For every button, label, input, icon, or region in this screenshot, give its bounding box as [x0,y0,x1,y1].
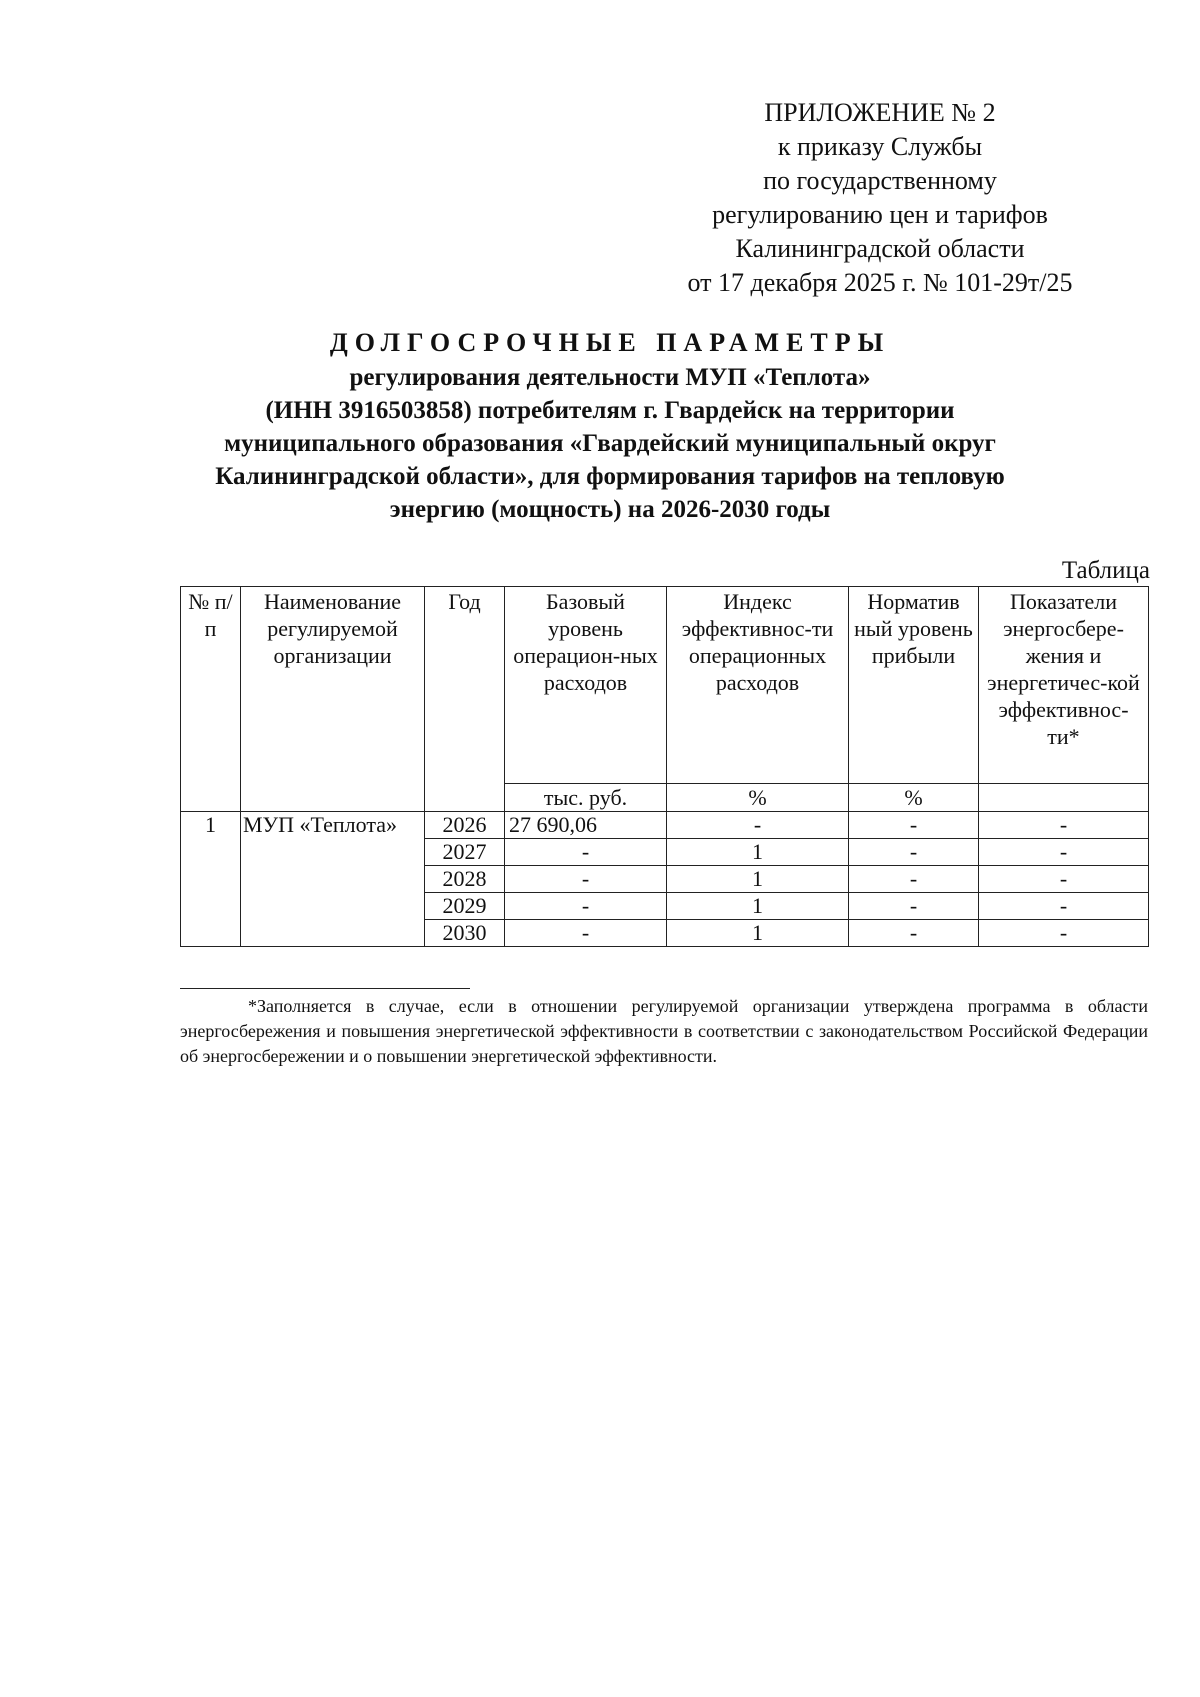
cell-energy: - [979,893,1149,920]
title-main: ДОЛГОСРОЧНЫЕ ПАРАМЕТРЫ [329,328,891,357]
cell-index: - [667,812,849,839]
title-line: муниципального образования «Гвардейский муниципальный округ [224,430,996,457]
cell-index: 1 [667,839,849,866]
appendix-line: к приказу Службы [777,132,983,161]
header-profit: Норматив ный уровень прибыли [849,587,979,784]
appendix-line: от 17 декабря 2025 г. № 101-29т/25 [687,268,1073,297]
cell-base: - [505,893,667,920]
unit-base: тыс. руб. [505,784,667,812]
header-base: Базовый уровень операцион-ных расходов [505,587,667,784]
appendix-line: регулированию цен и тарифов [712,200,1048,229]
appendix-line: ПРИЛОЖЕНИЕ № 2 [764,98,996,127]
header-index: Индекс эффективнос-ти операционных расходов [667,587,849,784]
cell-base: 27 690,06 [505,812,667,839]
footnote-divider [180,988,470,989]
header-org: Наименование регулируемой организации [241,587,425,812]
table-caption: Таблица [1061,557,1150,584]
cell-base: - [505,920,667,947]
cell-year: 2030 [425,920,505,947]
header-num: № п/п [181,587,241,812]
org-name: МУП «Теплота» [241,812,425,947]
cell-index: 1 [667,866,849,893]
cell-energy: - [979,812,1149,839]
title-line: энергию (мощность) на 2026-2030 годы [389,496,831,523]
appendix-line: по государственному [763,166,997,195]
parameters-table [180,586,1149,947]
cell-energy: - [979,920,1149,947]
title-line: Калининградской области», для формирования тарифов на тепловую [215,463,1005,490]
row-number: 1 [181,812,241,947]
header-year: Год [425,587,505,812]
title-line: регулирования деятельности МУП «Теплота» [349,364,871,391]
appendix-line: Калининградской области [735,234,1025,263]
unit-profit: % [849,784,979,812]
table-row [181,812,1149,839]
document-title [140,326,1080,526]
cell-year: 2029 [425,893,505,920]
header-row [181,587,1149,784]
appendix-header [600,96,1160,300]
cell-profit: - [849,812,979,839]
cell-year: 2026 [425,812,505,839]
cell-energy: - [979,866,1149,893]
cell-year: 2028 [425,866,505,893]
cell-index: 1 [667,893,849,920]
cell-year: 2027 [425,839,505,866]
cell-profit: - [849,893,979,920]
unit-index: % [667,784,849,812]
header-energy: Показатели энергосбере-жения и энергетичес-кой эффективнос-ти* [979,587,1149,784]
cell-profit: - [849,866,979,893]
footnote: *Заполняется в случае, если в отношении регулируемой организации утверждена программа в области энергосбережения и повышения энергетической эффективности в соответствии с законодательством Российской Федерации об энергосбережении и о повышении энергетической эффективности. [180,996,1148,1066]
cell-base: - [505,866,667,893]
cell-base: - [505,839,667,866]
title-line: (ИНН 3916503858) потребителям г. Гвардейск на территории [265,397,955,424]
cell-profit: - [849,920,979,947]
cell-profit: - [849,839,979,866]
cell-index: 1 [667,920,849,947]
unit-energy [979,784,1149,812]
cell-energy: - [979,839,1149,866]
